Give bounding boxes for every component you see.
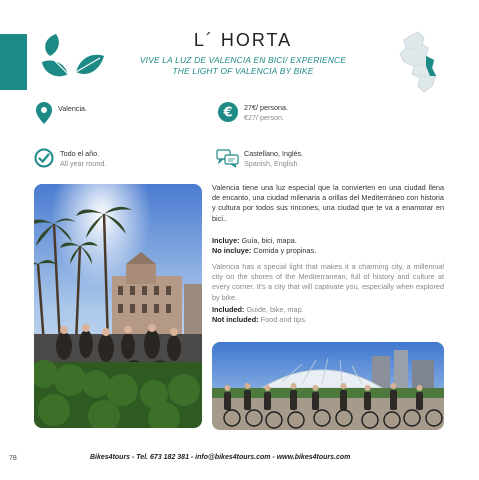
includes-es-value: Guía, bici, mapa. <box>239 236 297 245</box>
price-text: 27€/ persona. <box>244 103 288 112</box>
svg-text:€: € <box>223 105 233 121</box>
footer-contact: Bikes4tours - Tel. 673 182 381 - info@bikes4tours.com - www.bikes4tours.com <box>90 454 351 461</box>
info-location <box>36 102 87 124</box>
check-circle-icon <box>34 148 54 168</box>
subtitle-line-2: THE LIGHT OF VALENCIA BY BIKE <box>172 66 314 76</box>
page-subtitle <box>112 55 374 77</box>
price-text-en: €27/ person. <box>244 113 284 122</box>
includes-en-label: Included: <box>212 305 245 314</box>
excludes-en-value: Food and tips. <box>258 315 307 325</box>
includes-en <box>212 305 444 325</box>
accent-bar <box>0 34 27 90</box>
season-text: Todo el año. <box>60 149 100 158</box>
languages-text: Castellano, Inglés. <box>244 149 304 158</box>
photo-cyclists-street <box>34 184 202 428</box>
description-es: Valencia tiene una luz especial que la convierten en una ciudad llena de encanto, una ciudad milenaria a orillas del Mediterráneo con historia y cultura por todos sus rincones, una ciudad que te va a enamorar en bici.. <box>212 183 444 223</box>
region-map-icon <box>396 30 448 94</box>
chat-bubbles-icon <box>216 148 240 168</box>
season-text-en: All year round. <box>60 159 107 168</box>
excludes-en-label: Not included: <box>212 315 259 325</box>
languages-text-en: Spanish, English. <box>244 159 300 168</box>
leaves-logo-icon <box>40 32 106 84</box>
photo-group-arts-sciences <box>212 342 444 430</box>
includes-es <box>212 236 444 256</box>
includes-en-value: Guide, bike, map. <box>244 305 304 314</box>
subtitle-line-1: VIVE LA LUZ DE VALENCIA EN BICI/ EXPERIENCE <box>139 55 347 65</box>
page-number: 78 <box>9 455 17 462</box>
description-en: Valencia has a special light that makes it a charming city, a millennial city on the shores of the Mediterranean, full of history and culture at every corner. It's a city that will captivate you, especially when explored by bike. <box>212 262 444 302</box>
info-season <box>34 148 106 169</box>
page-title: L´ HORTA <box>193 30 293 50</box>
location-text: Valencia. <box>58 104 88 113</box>
info-price <box>218 102 288 123</box>
euro-icon <box>218 102 238 122</box>
map-pin-icon <box>36 102 52 124</box>
includes-es-label: Incluye: <box>212 236 240 245</box>
excludes-es-label: No incluye: <box>212 246 252 256</box>
excludes-es-value: Comida y propinas. <box>251 246 317 256</box>
info-languages <box>216 148 303 169</box>
